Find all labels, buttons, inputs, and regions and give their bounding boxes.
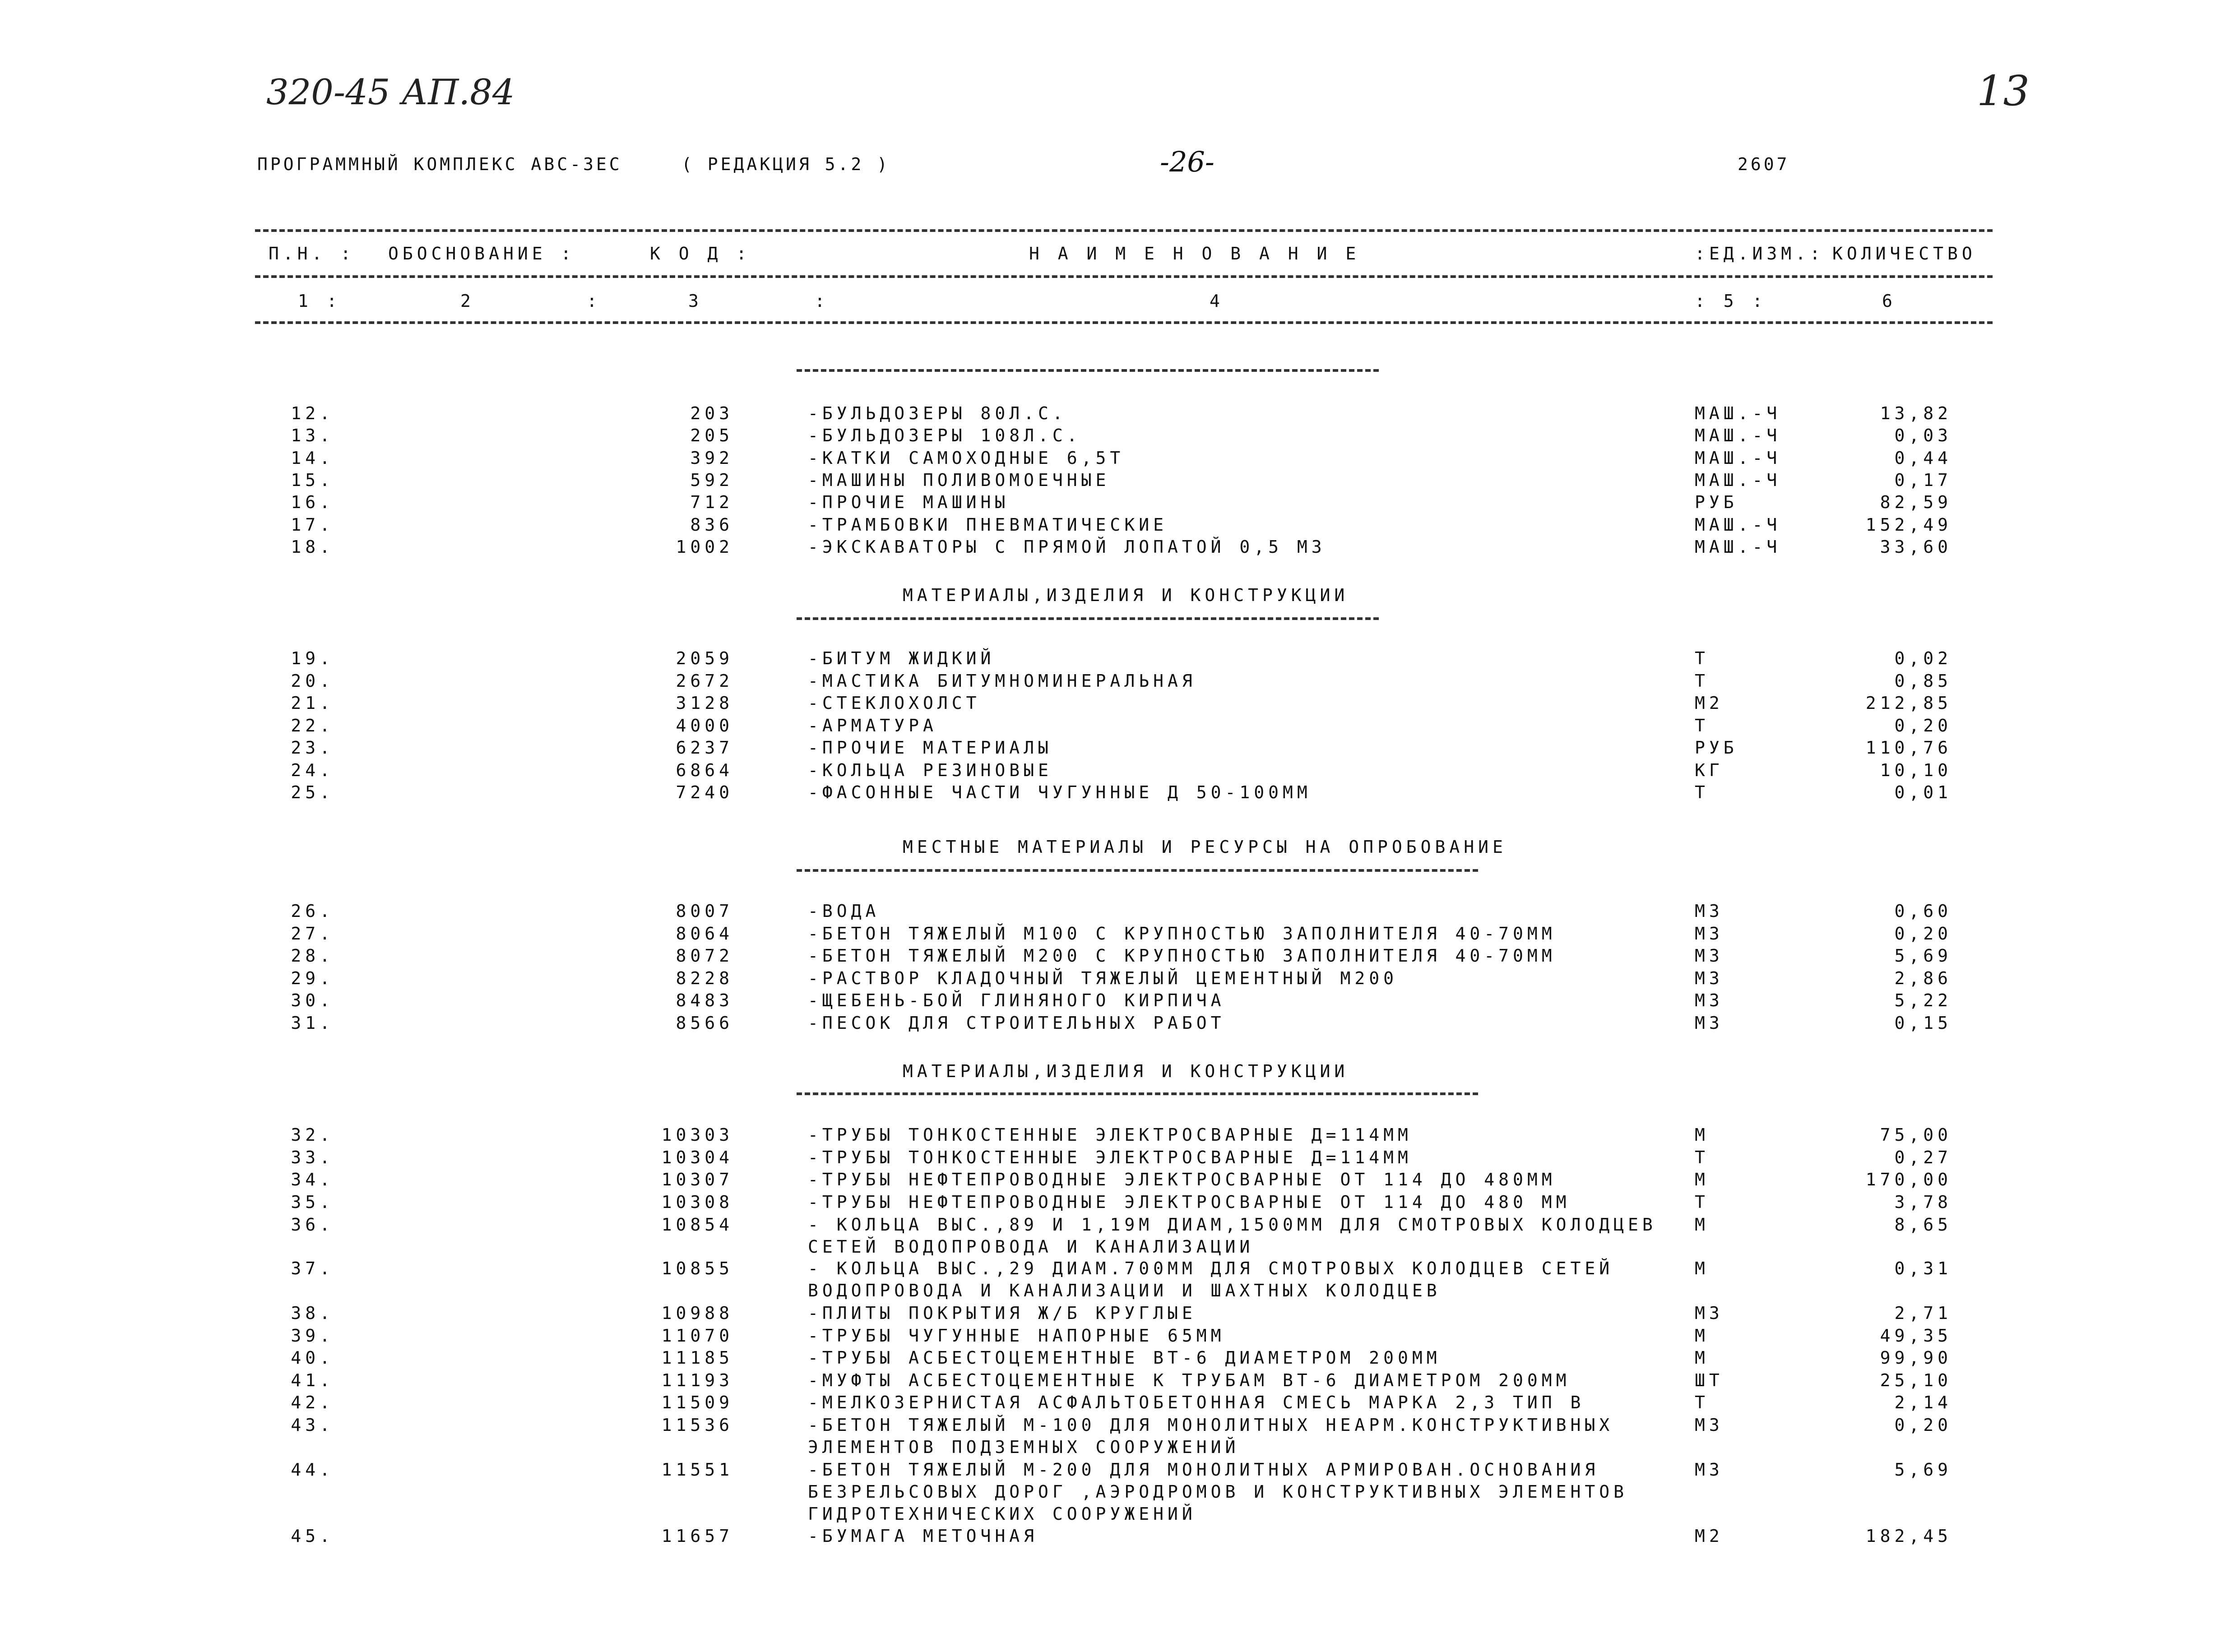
row-unit: М3	[1695, 1460, 1724, 1480]
row-code: 836	[690, 515, 733, 535]
row-quantity: 0,17	[1894, 470, 1952, 490]
row-name-line: -РАСТВОР КЛАДОЧНЫЙ ТЯЖЕЛЫЙ ЦЕМЕНТНЫЙ М200	[808, 968, 1398, 988]
row-code: 10308	[661, 1192, 733, 1212]
row-code: 6864	[676, 760, 733, 780]
row-code: 205	[690, 426, 733, 445]
row-code: 10303	[661, 1125, 733, 1145]
row-number: 16.	[291, 492, 334, 512]
row-unit: МАШ.-Ч	[1695, 515, 1781, 535]
col-num-4: 4	[1210, 291, 1224, 311]
row-name-line: -ПРОЧИЕ МАШИНЫ	[808, 492, 1010, 512]
row-code: 8228	[676, 968, 733, 988]
row-quantity: 0,01	[1894, 782, 1952, 802]
row-name-line: -ПЛИТЫ ПОКРЫТИЯ Ж/Б КРУГЛЫЕ	[808, 1303, 1196, 1323]
row-unit: МАШ.-Ч	[1695, 470, 1781, 490]
row-name-line: -БЕТОН ТЯЖЕЛЫЙ М100 С КРУПНОСТЬЮ ЗАПОЛНИТЕЛЯ 40-70ММ	[808, 924, 1556, 944]
section-rule	[797, 369, 1379, 372]
sheet-number: -26-	[1160, 145, 1215, 178]
row-name-line: СЕТЕЙ ВОДОПРОВОДА И КАНАЛИЗАЦИИ	[808, 1237, 1254, 1257]
row-number: 17.	[291, 515, 334, 535]
row-name-line: -ТРУБЫ ТОНКОСТЕННЫЕ ЭЛЕКТРОСВАРНЫЕ Д=114ММ	[808, 1125, 1412, 1145]
row-name-line: -ПЕСОК ДЛЯ СТРОИТЕЛЬНЫХ РАБОТ	[808, 1013, 1225, 1033]
row-name-line: -МАШИНЫ ПОЛИВОМОЕЧНЫЕ	[808, 470, 1110, 490]
row-number: 42.	[291, 1393, 334, 1412]
row-name-line: ВОДОПРОВОДА И КАНАЛИЗАЦИИ И ШАХТНЫХ КОЛОДЦЕВ	[808, 1281, 1441, 1300]
row-name-line: - КОЛЬЦА ВЫС.,89 И 1,19М ДИАМ,1500ММ ДЛЯ СМОТРОВЫХ КОЛОДЦЕВ	[808, 1215, 1657, 1235]
row-code: 592	[690, 470, 733, 490]
row-quantity: 182,45	[1865, 1526, 1952, 1546]
row-name-line: -БЕТОН ТЯЖЕЛЫЙ М-100 ДЛЯ МОНОЛИТНЫХ НЕАРМ.КОНСТРУКТИВНЫХ	[808, 1415, 1614, 1435]
row-name-line: -ТРУБЫ ТОНКОСТЕННЫЕ ЭЛЕКТРОСВАРНЫЕ Д=114ММ	[808, 1148, 1412, 1167]
row-number: 35.	[291, 1192, 334, 1212]
row-number: 15.	[291, 470, 334, 490]
row-number: 45.	[291, 1526, 334, 1546]
row-code: 2672	[676, 671, 733, 691]
row-name-line: -МУФТЫ АСБЕСТОЦЕМЕНТНЫЕ К ТРУБАМ ВТ-6 ДИАМЕТРОМ 200ММ	[808, 1370, 1571, 1390]
header-rule-top	[255, 229, 1993, 232]
row-unit: РУБ	[1695, 738, 1738, 758]
row-name-line: -БИТУМ ЖИДКИЙ	[808, 648, 995, 668]
row-name-line: -ВОДА	[808, 901, 880, 921]
row-code: 392	[690, 448, 733, 468]
row-number: 14.	[291, 448, 334, 468]
row-quantity: 110,76	[1865, 738, 1952, 758]
row-code: 8064	[676, 924, 733, 944]
row-code: 10855	[661, 1259, 733, 1278]
row-name-line: -ТРУБЫ АСБЕСТОЦЕМЕНТНЫЕ ВТ-6 ДИАМЕТРОМ 200ММ	[808, 1348, 1441, 1368]
row-name-line: -БУМАГА МЕТОЧНАЯ	[808, 1526, 1038, 1546]
row-quantity: 0,31	[1894, 1259, 1952, 1278]
row-name-line: -ТРУБЫ ЧУГУННЫЕ НАПОРНЫЕ 65ММ	[808, 1326, 1225, 1346]
row-unit: Т	[1695, 671, 1709, 691]
row-number: 29.	[291, 968, 334, 988]
row-unit: М3	[1695, 946, 1724, 966]
col-num-3-separator: :	[815, 291, 829, 311]
row-code: 1002	[676, 537, 733, 557]
row-name-line: -КОЛЬЦА РЕЗИНОВЫЕ	[808, 760, 1052, 780]
row-name-line: -ЭКСКАВАТОРЫ С ПРЯМОЙ ЛОПАТОЙ 0,5 М3	[808, 537, 1326, 557]
row-code: 8007	[676, 901, 733, 921]
row-unit: ШТ	[1695, 1370, 1724, 1390]
row-quantity: 5,22	[1894, 990, 1952, 1010]
row-unit: Т	[1695, 782, 1709, 802]
row-name-line: -ЩЕБЕНЬ-БОЙ ГЛИНЯНОГО КИРПИЧА	[808, 990, 1225, 1010]
row-quantity: 5,69	[1894, 946, 1952, 966]
col-header-pn: П.Н. :	[269, 244, 355, 264]
row-number: 21.	[291, 693, 334, 713]
row-number: 30.	[291, 990, 334, 1010]
section-title: МЕСТНЫЕ МАТЕРИАЛЫ И РЕСУРСЫ НА ОПРОБОВАНИЕ	[903, 837, 1507, 857]
row-name-line: -ТРАМБОВКИ ПНЕВМАТИЧЕСКИЕ	[808, 515, 1168, 535]
row-unit: М3	[1695, 968, 1724, 988]
row-quantity: 152,49	[1865, 515, 1952, 535]
row-number: 44.	[291, 1460, 334, 1480]
row-unit: М	[1695, 1259, 1709, 1278]
row-unit: Т	[1695, 1148, 1709, 1167]
row-quantity: 82,59	[1880, 492, 1952, 512]
row-code: 8072	[676, 946, 733, 966]
row-quantity: 170,00	[1865, 1170, 1952, 1189]
revision-label: ( РЕДАКЦИЯ 5.2 )	[681, 154, 890, 174]
row-code: 7240	[676, 782, 733, 802]
row-number: 41.	[291, 1370, 334, 1390]
row-quantity: 49,35	[1880, 1326, 1952, 1346]
row-name-line: -БЕТОН ТЯЖЕЛЫЙ М200 С КРУПНОСТЬЮ ЗАПОЛНИТЕЛЯ 40-70ММ	[808, 946, 1556, 966]
row-code: 11657	[661, 1526, 733, 1546]
row-code: 11536	[661, 1415, 733, 1435]
row-code: 11185	[661, 1348, 733, 1368]
row-name-line: -ПРОЧИЕ МАТЕРИАЛЫ	[808, 738, 1052, 758]
page-number: 13	[1977, 67, 2030, 115]
section-title: МАТЕРИАЛЫ,ИЗДЕЛИЯ И КОНСТРУКЦИИ	[903, 1061, 1349, 1081]
row-unit: Т	[1695, 716, 1709, 736]
row-name-line: ЭЛЕМЕНТОВ ПОДЗЕМНЫХ СООРУЖЕНИЙ	[808, 1437, 1240, 1457]
handwritten-reference: 320-45 АП.84	[266, 72, 515, 113]
row-quantity: 25,10	[1880, 1370, 1952, 1390]
row-unit: М	[1695, 1170, 1709, 1189]
row-number: 36.	[291, 1215, 334, 1235]
row-unit: Т	[1695, 1393, 1709, 1412]
row-unit: Т	[1695, 648, 1709, 668]
row-code: 2059	[676, 648, 733, 668]
row-number: 33.	[291, 1148, 334, 1167]
row-quantity: 0,15	[1894, 1013, 1952, 1033]
row-quantity: 2,86	[1894, 968, 1952, 988]
row-name-line: -МЕЛКОЗЕРНИСТАЯ АСФАЛЬТОБЕТОННАЯ СМЕСЬ МАРКА 2,3 ТИП В	[808, 1393, 1585, 1412]
row-name-line: -МАСТИКА БИТУМНОМИНЕРАЛЬНАЯ	[808, 671, 1196, 691]
row-unit: М2	[1695, 693, 1724, 713]
row-quantity: 0,27	[1894, 1148, 1952, 1167]
row-name-line: ГИДРОТЕХНИЧЕСКИХ СООРУЖЕНИЙ	[808, 1504, 1196, 1524]
document-code: 2607	[1738, 154, 1790, 174]
row-quantity: 0,44	[1894, 448, 1952, 468]
row-quantity: 0,03	[1894, 426, 1952, 445]
header-rule-bottom	[255, 321, 1993, 324]
row-quantity: 2,14	[1894, 1393, 1952, 1412]
row-unit: МАШ.-Ч	[1695, 448, 1781, 468]
row-quantity: 0,02	[1894, 648, 1952, 668]
row-quantity: 99,90	[1880, 1348, 1952, 1368]
row-number: 18.	[291, 537, 334, 557]
row-number: 37.	[291, 1259, 334, 1278]
row-unit: КГ	[1695, 760, 1724, 780]
row-unit: МАШ.-Ч	[1695, 537, 1781, 557]
row-quantity: 75,00	[1880, 1125, 1952, 1145]
col-header-name: Н А И М Е Н О В А Н И Е	[1029, 244, 1360, 264]
row-number: 22.	[291, 716, 334, 736]
row-code: 4000	[676, 716, 733, 736]
row-code: 11551	[661, 1460, 733, 1480]
row-name-line: -ФАСОННЫЕ ЧАСТИ ЧУГУННЫЕ Д 50-100ММ	[808, 782, 1312, 802]
row-name-line: -БУЛЬДОЗЕРЫ 108Л.С.	[808, 426, 1081, 445]
row-code: 10988	[661, 1303, 733, 1323]
row-quantity: 8,65	[1894, 1215, 1952, 1235]
row-number: 24.	[291, 760, 334, 780]
row-number: 38.	[291, 1303, 334, 1323]
row-code: 10854	[661, 1215, 733, 1235]
row-quantity: 0,85	[1894, 671, 1952, 691]
row-code: 6237	[676, 738, 733, 758]
row-unit: М3	[1695, 924, 1724, 944]
col-header-qty: КОЛИЧЕСТВО	[1832, 244, 1976, 264]
row-number: 27.	[291, 924, 334, 944]
col-num-2-separator: :	[587, 291, 601, 311]
row-unit: М	[1695, 1326, 1709, 1346]
row-quantity: 33,60	[1880, 537, 1952, 557]
row-number: 12.	[291, 403, 334, 423]
col-header-basis: ОБОСНОВАНИЕ :	[388, 244, 575, 264]
row-unit: М3	[1695, 1303, 1724, 1323]
row-unit: М2	[1695, 1526, 1724, 1546]
row-name-line: -КАТКИ САМОХОДНЫЕ 6,5Т	[808, 448, 1125, 468]
row-name-line: -ТРУБЫ НЕФТЕПРОВОДНЫЕ ЭЛЕКТРОСВАРНЫЕ ОТ 114 ДО 480ММ	[808, 1170, 1556, 1189]
row-quantity: 5,69	[1894, 1460, 1952, 1480]
row-number: 13.	[291, 426, 334, 445]
col-num-6: 6	[1882, 291, 1896, 311]
row-number: 34.	[291, 1170, 334, 1189]
section-rule	[797, 617, 1379, 620]
row-name-line: -АРМАТУРА	[808, 716, 937, 736]
row-number: 31.	[291, 1013, 334, 1033]
row-name-line: -СТЕКЛОХОЛСТ	[808, 693, 981, 713]
row-quantity: 3,78	[1894, 1192, 1952, 1212]
row-number: 20.	[291, 671, 334, 691]
row-code: 203	[690, 403, 733, 423]
col-num-2: 2	[460, 291, 475, 311]
row-code: 3128	[676, 693, 733, 713]
row-number: 28.	[291, 946, 334, 966]
row-number: 43.	[291, 1415, 334, 1435]
program-title: ПРОГРАММНЫЙ КОМПЛЕКС АВС-3ЕС	[257, 154, 622, 174]
row-number: 39.	[291, 1326, 334, 1346]
row-unit: М3	[1695, 990, 1724, 1010]
section-rule	[797, 869, 1478, 872]
row-unit: МАШ.-Ч	[1695, 426, 1781, 445]
row-name-line: -БУЛЬДОЗЕРЫ 80Л.С.	[808, 403, 1067, 423]
row-name-line: -БЕТОН ТЯЖЕЛЫЙ М-200 ДЛЯ МОНОЛИТНЫХ АРМИРОВАН.ОСНОВАНИЯ	[808, 1460, 1599, 1480]
row-unit: М3	[1695, 1415, 1724, 1435]
row-unit: М	[1695, 1348, 1709, 1368]
row-unit: М3	[1695, 901, 1724, 921]
row-code: 8566	[676, 1013, 733, 1033]
section-rule	[797, 1092, 1478, 1095]
row-quantity: 2,71	[1894, 1303, 1952, 1323]
col-num-5: : 5 :	[1695, 291, 1767, 311]
row-number: 25.	[291, 782, 334, 802]
col-num-1: 1 :	[298, 291, 341, 311]
row-unit: РУБ	[1695, 492, 1738, 512]
col-num-3: 3	[688, 291, 703, 311]
row-number: 19.	[291, 648, 334, 668]
row-code: 11193	[661, 1370, 733, 1390]
row-code: 11509	[661, 1393, 733, 1412]
col-header-unit: :ЕД.ИЗМ.:	[1695, 244, 1824, 264]
section-title: МАТЕРИАЛЫ,ИЗДЕЛИЯ И КОНСТРУКЦИИ	[903, 585, 1349, 605]
row-number: 26.	[291, 901, 334, 921]
row-unit: М3	[1695, 1013, 1724, 1033]
row-number: 23.	[291, 738, 334, 758]
row-unit: М	[1695, 1125, 1709, 1145]
row-unit: М	[1695, 1215, 1709, 1235]
row-number: 32.	[291, 1125, 334, 1145]
header-rule-middle	[255, 275, 1993, 278]
row-code: 712	[690, 492, 733, 512]
row-name-line: -ТРУБЫ НЕФТЕПРОВОДНЫЕ ЭЛЕКТРОСВАРНЫЕ ОТ 114 ДО 480 ММ	[808, 1192, 1571, 1212]
row-code: 8483	[676, 990, 733, 1010]
row-quantity: 10,10	[1880, 760, 1952, 780]
row-unit: Т	[1695, 1192, 1709, 1212]
row-quantity: 0,60	[1894, 901, 1952, 921]
row-number: 40.	[291, 1348, 334, 1368]
row-code: 10307	[661, 1170, 733, 1189]
row-quantity: 0,20	[1894, 1415, 1952, 1435]
row-quantity: 0,20	[1894, 716, 1952, 736]
row-quantity: 0,20	[1894, 924, 1952, 944]
row-name-line: БЕЗРЕЛЬСОВЫХ ДОРОГ ,АЭРОДРОМОВ И КОНСТРУКТИВНЫХ ЭЛЕМЕНТОВ	[808, 1482, 1628, 1502]
row-unit: МАШ.-Ч	[1695, 403, 1781, 423]
row-quantity: 212,85	[1865, 693, 1952, 713]
row-quantity: 13,82	[1880, 403, 1952, 423]
col-header-code: К О Д :	[650, 244, 751, 264]
row-name-line: - КОЛЬЦА ВЫС.,29 ДИАМ.700ММ ДЛЯ СМОТРОВЫХ КОЛОДЦЕВ СЕТЕЙ	[808, 1259, 1614, 1278]
row-code: 10304	[661, 1148, 733, 1167]
row-code: 11070	[661, 1326, 733, 1346]
